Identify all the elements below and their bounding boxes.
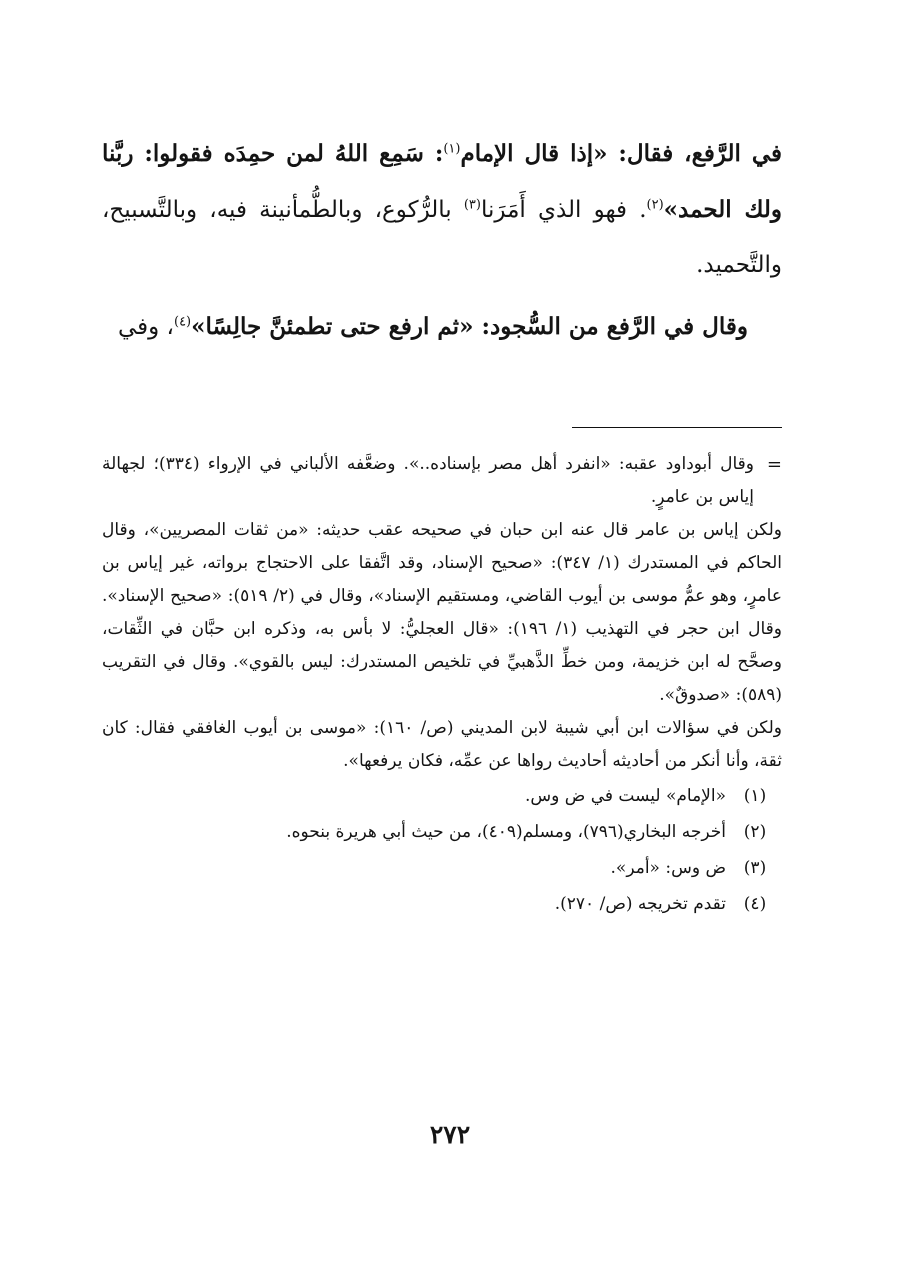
text-segment: ، وفي [117,314,174,340]
footnotes [102,448,782,922]
continuation-mark: = [766,454,782,475]
footnote-number: (٤) [743,894,767,914]
footnote-item-1 [102,778,782,814]
footnote-item-3 [102,850,782,886]
text-segment: . فهو الذي أَمَرَنا [480,197,647,223]
footnote-text: تقدم تخريجه (ص/ ٢٧٠). [554,894,726,914]
footnote-number: (٣) [743,858,767,878]
quoted-prayer: : سَمِع اللهُ لمن حمِدَه فقولوا: ربَّنا ولك الحمد» [102,140,782,223]
quote-start: في الرَّفع، فقال: «إذا قال الإمام [460,140,782,167]
main-text [102,126,782,355]
footnote-ref-2[interactable]: (٢) [646,197,664,213]
footnote-ref-3[interactable]: (٣) [463,197,481,213]
footnote-number: (١) [743,786,767,806]
quote-sitting: وقال في الرَّفع من السُّجود: «ثم ارفع حتى تطمئنَّ جالِسًا» [191,313,748,340]
footnote-ref-4[interactable]: (٤) [173,314,192,330]
text-segment: بالرُّكوع، وبالطُّمأنينة فيه، وبالتَّسبيح، والتَّحميد. [102,197,782,278]
page-number: ٢٧٢ [429,1120,471,1149]
footnote-paragraph: ولكن في سؤالات ابن أبي شيبة لابن المديني (ص/ ١٦٠): «موسى بن أيوب الغافقي فقال: كان ثقة، وأنا أنكر من أحاديثه أحاديث رواها عن عمِّه، فكان يرفعها». [102,718,782,771]
footnote-text: «الإمام» ليست في ض وس. [524,786,726,806]
footnote-ref-1[interactable]: (١) [443,141,461,157]
footnote-paragraph: ولكن إياس بن عامر قال عنه ابن حبان في صحيحه عقب حديثه: «من ثقات المصريين»، وقال الحاكم في المستدرك (١/ ٣٤٧): «صحيح الإسناد، وقد اتَّفقا على الاحتجاج برواته، غير إياس بن عامرٍ، وهو عمُّ موسى بن أيوب القاضي، ومستقيم الإسناد»، وقال في (٢/ ٥١٩): «صحيح الإسناد». وقال ابن حجر في التهذيب (١/ ١٩٦): «قال العجليُّ: لا بأس به، وذكره ابن حبَّان في الثِّقات، وصحَّح له ابن خزيمة، ومن خطِّ الذَّهبيِّ في تلخيص المستدرك: ليس بالقوي». وقال في التقريب (٥٨٩): «صدوقٌ». [102,520,782,705]
main-paragraph-2 [102,299,782,355]
footnote-number: (٢) [743,822,767,842]
footnote-text: ض وس: «أمر». [610,858,726,878]
footnote-item-4 [102,886,782,922]
footnote-separator [572,427,782,428]
footnote-text: أخرجه البخاري(٧٩٦)، ومسلم(٤٠٩)، من حيث أبي هريرة بنحوه. [286,822,726,842]
main-paragraph-1 [102,126,782,293]
footnote-item-2 [102,814,782,850]
footnote-paragraph: وقال أبوداود عقبه: «انفرد أهل مصر بإسناده..». وضعَّفه الألباني في الإرواء (٣٣٤)؛ لجهالة إياس بن عامرٍ. [102,454,755,507]
footnote-continuation [102,448,782,514]
